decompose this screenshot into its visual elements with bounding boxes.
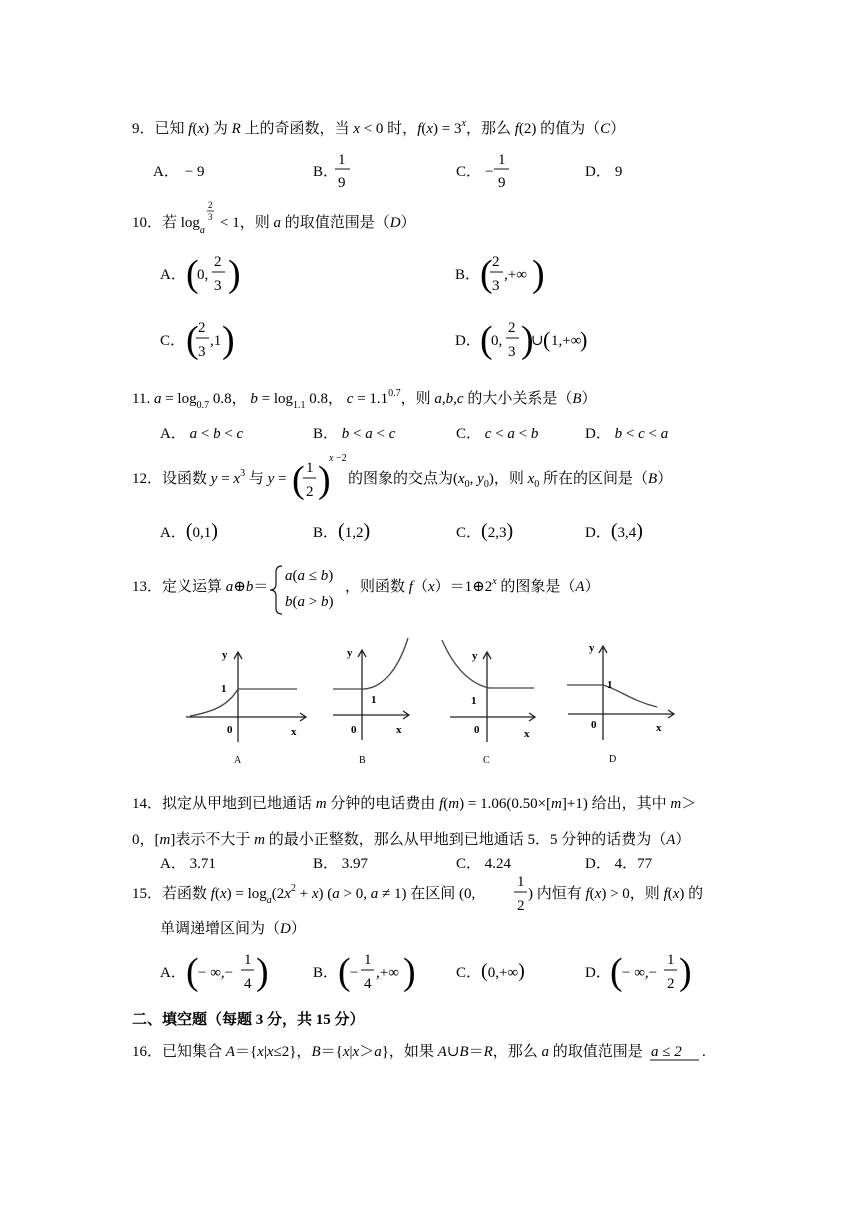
question-13	[132, 566, 674, 766]
svg-text:,1: ,1	[210, 333, 222, 349]
svg-text:A． 3.71: A． 3.71	[160, 856, 216, 872]
svg-text:15．若函数 f(x) = loga(2x2 + x) (: 15．若函数 $f(x) = \log_a(2x^2 + x) (a > 0$, a ≠ 1) 在区间 (0,	[132, 883, 476, 906]
svg-text:A． a < b < c: A． a < b < c	[160, 426, 244, 442]
svg-text:D．: D．	[585, 965, 611, 981]
svg-text:B．: B．	[313, 965, 339, 981]
svg-text:11. a = log0.7 0.8， b = log1: 11. $a = \log_{0.7} 0.8$， $b = \log_{1.1} 0.8$， $c = 1.1^{0.7}$，则 a,b,c 的大小关系是（B）	[132, 388, 597, 411]
svg-text:2: 2	[208, 200, 213, 210]
svg-text:0,: 0,	[491, 333, 503, 349]
svg-text:9．已知 f(x) 为 R 上的奇函数，当 x < 0 时，: 9．已知 f(x) 为 R 上的奇函数，当 x < 0 时，$f(x) = 3^x$，那么 f(2) 的值为（C）	[132, 118, 626, 137]
svg-text:D．(3,4): D．(3,4)	[585, 520, 643, 542]
question-11	[132, 388, 668, 442]
svg-text:(: (	[292, 459, 305, 501]
svg-text:9: 9	[338, 175, 346, 191]
svg-text:3: 3	[198, 344, 206, 360]
svg-text:< 1，则 a 的取值范围是（D）: < 1，则 a 的取值范围是（D）	[220, 215, 416, 231]
svg-text:2: 2	[508, 320, 516, 336]
svg-text:1: 1	[517, 874, 525, 890]
svg-text:0: 0	[591, 719, 597, 731]
svg-text:B．(1,2): B．(1,2)	[313, 520, 371, 542]
svg-text:,+∞: ,+∞	[504, 267, 527, 283]
svg-text:B．: B．	[313, 164, 339, 180]
svg-text:): )	[228, 253, 241, 295]
svg-text:1: 1	[498, 152, 506, 168]
svg-text:(: (	[610, 951, 623, 993]
svg-text:，则函数 f（x）＝1⊕2x 的图象是（A）: ，则函数 $f(x)=1\oplus 2^x$ 的图象是（A）	[345, 576, 600, 595]
svg-text:D．: D．	[455, 333, 481, 349]
svg-text:): )	[679, 951, 692, 993]
svg-text:16．已知集合 A＝{x|x≤2}，B＝{x|x＞a}，如果: 16．已知集合 A＝{x|x≤2}，B＝{x|x＞a}，如果 A∪B＝R，那么 a 的取值范围是	[132, 1044, 643, 1060]
svg-text:C: C	[483, 755, 490, 766]
svg-text:1,+∞: 1,+∞	[551, 333, 582, 349]
svg-text:(: (	[186, 319, 199, 361]
svg-text:(: (	[186, 253, 199, 295]
q16-answer: a ≤ 2	[651, 1044, 682, 1060]
svg-text:y: y	[222, 649, 228, 661]
svg-text:b(a > b): b(a > b)	[285, 594, 334, 610]
svg-text:3: 3	[208, 212, 213, 222]
svg-text:1: 1	[371, 694, 377, 706]
svg-text:12．设函数 y = x3 与 y =: 12．设函数 $y = x^3$ 与 y =	[132, 468, 287, 487]
svg-text:2: 2	[198, 320, 206, 336]
svg-text:(: (	[338, 951, 351, 993]
svg-text:2: 2	[306, 484, 314, 500]
svg-text:C．(2,3): C．(2,3)	[456, 520, 514, 542]
question-12	[132, 453, 672, 542]
svg-text:C．(0,+∞): C．(0,+∞)	[456, 960, 525, 982]
svg-text:,+∞: ,+∞	[376, 965, 399, 981]
svg-text:0,: 0,	[197, 267, 209, 283]
svg-text:(: (	[480, 319, 493, 361]
svg-text:B． 3.97: B． 3.97	[313, 856, 369, 872]
svg-text:): )	[403, 951, 416, 993]
svg-text:A．: A．	[160, 267, 186, 283]
svg-text:): )	[222, 319, 235, 361]
svg-text:D． 4．77: D． 4．77	[585, 856, 653, 872]
svg-text:0: 0	[227, 724, 233, 736]
svg-text:2: 2	[492, 254, 500, 270]
svg-text:(: (	[186, 951, 199, 993]
svg-text:): )	[318, 459, 331, 501]
svg-text:14．拟定从甲地到已地通话 m 分钟的电话费由 f(m) =: 14．拟定从甲地到已地通话 m 分钟的电话费由 f(m) = 1.06(0.50×[m]+1) 给出，其中 m＞	[132, 796, 697, 812]
section-fill-in-title: 二、填空题（每题 3 分，共 15 分）	[132, 1012, 365, 1028]
svg-text:− ∞,−: − ∞,−	[622, 965, 658, 981]
svg-text:A: A	[234, 755, 242, 766]
svg-text:(: (	[543, 327, 551, 352]
svg-text:的图象的交点为(x0, y0)，则 x0 所在的区间是（B: 的图象的交点为($x_0$, $y_0$)，则 $x_0$ 所在的区间是（B）	[348, 471, 673, 490]
svg-text:1: 1	[364, 952, 372, 968]
graph-c	[442, 640, 535, 742]
question-16	[132, 1042, 706, 1060]
svg-text:0: 0	[474, 724, 480, 736]
svg-text:1: 1	[607, 679, 613, 691]
svg-text:0，[m]表示不大于 m 的最小正整数，那么从甲地到已地通话: 0，[m]表示不大于 m 的最小正整数，那么从甲地到已地通话 5．5 分钟的话费为（A）	[132, 832, 691, 848]
question-14	[132, 794, 696, 872]
svg-text:C．−: C． −	[456, 164, 494, 180]
svg-text:B．: B．	[455, 267, 481, 283]
svg-text:A．(0,1): A．(0,1)	[160, 520, 218, 542]
svg-text:10．若 loga: 10．若 $\log_a$	[132, 215, 205, 236]
svg-text:): )	[580, 327, 588, 352]
svg-text:C． 4.24: C． 4.24	[456, 856, 512, 872]
svg-text:y: y	[472, 650, 478, 662]
svg-text:x: x	[291, 726, 297, 738]
svg-text:4: 4	[364, 976, 372, 992]
svg-text:1: 1	[471, 695, 477, 707]
svg-text:单调递增区间为（D）: 单调递增区间为（D）	[160, 921, 306, 937]
svg-text:C． c < a < b: C． c < a < b	[456, 426, 539, 442]
graph-a	[186, 652, 306, 742]
svg-text:x: x	[656, 722, 662, 734]
q16-period: .	[702, 1044, 706, 1060]
svg-text:D: D	[609, 754, 617, 765]
svg-text:2: 2	[667, 976, 675, 992]
svg-text:) 内恒有 f(x) > 0，则 f(x) 的: ) 内恒有 f(x) > 0，则 f(x) 的	[528, 886, 704, 902]
svg-text:x: x	[524, 728, 530, 740]
svg-text:1: 1	[306, 460, 314, 476]
svg-text:− ∞,−: − ∞,−	[198, 965, 234, 981]
svg-text:1: 1	[667, 952, 675, 968]
svg-text:−2: −2	[336, 453, 347, 464]
svg-text:1: 1	[221, 683, 227, 695]
svg-text:): )	[521, 319, 534, 361]
svg-text:y: y	[589, 642, 595, 654]
svg-text:D． b < c < a: D． b < c < a	[585, 426, 669, 442]
svg-text:3: 3	[508, 344, 516, 360]
svg-text:9: 9	[498, 175, 506, 191]
svg-text:13．定义运算 a⊕b＝: 13．定义运算 a⊕b＝	[132, 579, 269, 595]
svg-text:2: 2	[214, 254, 222, 270]
svg-text:∪: ∪	[531, 333, 544, 349]
svg-text:): )	[532, 253, 545, 295]
question-10	[132, 200, 587, 361]
svg-text:A．: A．	[160, 965, 186, 981]
svg-text:1: 1	[244, 952, 252, 968]
svg-text:x: x	[396, 724, 402, 736]
question-15	[132, 874, 703, 993]
svg-text:0: 0	[351, 724, 357, 736]
svg-text:A．− 9: A． − 9	[153, 164, 205, 180]
svg-text:x: x	[329, 453, 334, 464]
svg-text:2: 2	[517, 898, 525, 914]
svg-text:y: y	[347, 647, 353, 659]
svg-text:−: −	[350, 965, 359, 981]
question-9	[132, 118, 625, 191]
svg-text:B: B	[359, 755, 366, 766]
svg-text:): )	[256, 951, 269, 993]
svg-text:D．9: D． 9	[585, 164, 623, 180]
svg-text:(: (	[480, 253, 493, 295]
svg-text:B． b < a < c: B． b < a < c	[313, 426, 396, 442]
svg-text:C．: C．	[160, 333, 186, 349]
svg-text:3: 3	[492, 278, 500, 294]
svg-text:3: 3	[214, 278, 222, 294]
svg-text:a(a ≤ b): a(a ≤ b)	[285, 568, 334, 584]
svg-text:4: 4	[244, 976, 252, 992]
svg-text:1: 1	[338, 152, 346, 168]
